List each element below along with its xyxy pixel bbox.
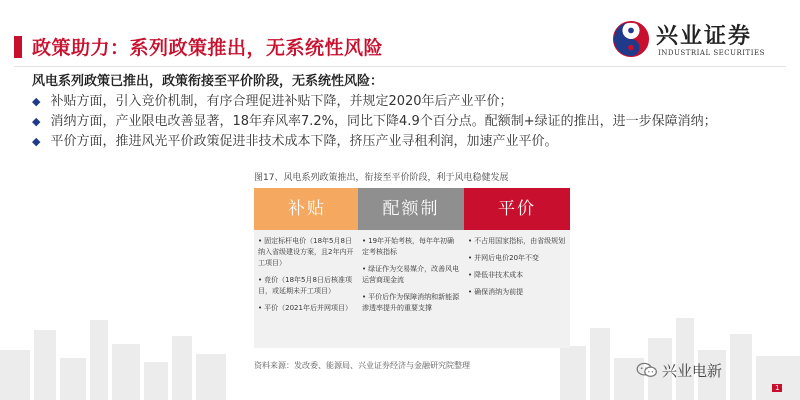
column-item: • 确保消纳为前提 bbox=[468, 288, 524, 296]
column-title: 补贴 bbox=[254, 188, 360, 230]
column-item: • 竞价（18年5月8日后核准项目，或延期未开工项目） bbox=[258, 276, 352, 295]
intro-heading: 风电系列政策已推出，政策衔接至平价阶段，无系统性风险： bbox=[32, 74, 384, 89]
bullet-item bbox=[32, 92, 792, 112]
wechat-watermark bbox=[636, 360, 786, 380]
source-note: 资料来源：发改委、能源局、兴业证券经济与金融研究院整理 bbox=[254, 361, 470, 370]
company-logo bbox=[612, 18, 782, 64]
bullet-item bbox=[32, 132, 792, 152]
column-item: • 不占用国家指标，由省级规划 bbox=[468, 237, 566, 245]
logo-name-en: INDUSTRIAL SECURITIES bbox=[658, 49, 765, 57]
column-title: 平价 bbox=[464, 188, 570, 230]
diamond-bullet-icon: ◆ bbox=[32, 135, 41, 148]
column-item: • 降低非技术成本 bbox=[468, 271, 524, 279]
header-divider bbox=[14, 66, 786, 67]
column-body bbox=[358, 230, 464, 348]
column-item: • 平价（2021年后并网项目） bbox=[258, 304, 352, 312]
column-body bbox=[254, 230, 360, 348]
policy-column-parity bbox=[464, 188, 570, 348]
column-item: • 平价后作为保障消纳和新能源渗透率提升的重要支撑 bbox=[362, 293, 460, 312]
wechat-account-name: 兴业电新 bbox=[662, 362, 723, 380]
bullet-text: 平价方面，推进风光平价政策促进非技术成本下降，挤压产业寻租利润，加速产业平价。 bbox=[50, 134, 558, 149]
diamond-bullet-icon: ◆ bbox=[32, 95, 41, 108]
logo-name-cn: 兴业证券 bbox=[656, 24, 753, 49]
logo-emblem-icon bbox=[612, 20, 650, 58]
figure-caption: 图17、风电系列政策推出，衔接至平价阶段，利于风电稳健发展 bbox=[254, 173, 509, 183]
column-item: • 绿证作为交易媒介，改善风电运营商现金流 bbox=[362, 265, 460, 284]
title-accent-bar bbox=[14, 36, 22, 58]
diamond-bullet-icon: ◆ bbox=[32, 115, 41, 128]
column-body bbox=[464, 230, 570, 348]
wechat-icon bbox=[636, 362, 658, 378]
column-item: • 19年开始考核，每年年初确定考核指标 bbox=[362, 237, 455, 256]
bullet-text: 补贴方面，引入竞价机制，有序合理促进补贴下降，并规定2020年后产业平价； bbox=[50, 94, 513, 109]
column-item: • 并网后电价20年不变 bbox=[468, 254, 540, 262]
column-title: 配额制 bbox=[358, 188, 464, 230]
page-number: 1 bbox=[772, 384, 782, 392]
policy-column-quota bbox=[358, 188, 464, 348]
intro-section bbox=[32, 72, 792, 152]
bullet-text: 消纳方面，产业限电改善显著，18年弃风率7.2%，同比下降4.9个百分点。配额制+绿证的推出，进一步保障消纳； bbox=[50, 114, 717, 129]
slide-title: 政策助力：系列政策推出，无系统性风险 bbox=[32, 37, 384, 59]
column-item: • 固定标杆电价（18年5月8日纳入省级建设方案，且2年内开工项目） bbox=[258, 237, 354, 267]
bullet-item bbox=[32, 112, 792, 132]
policy-column-subsidy bbox=[254, 188, 360, 348]
